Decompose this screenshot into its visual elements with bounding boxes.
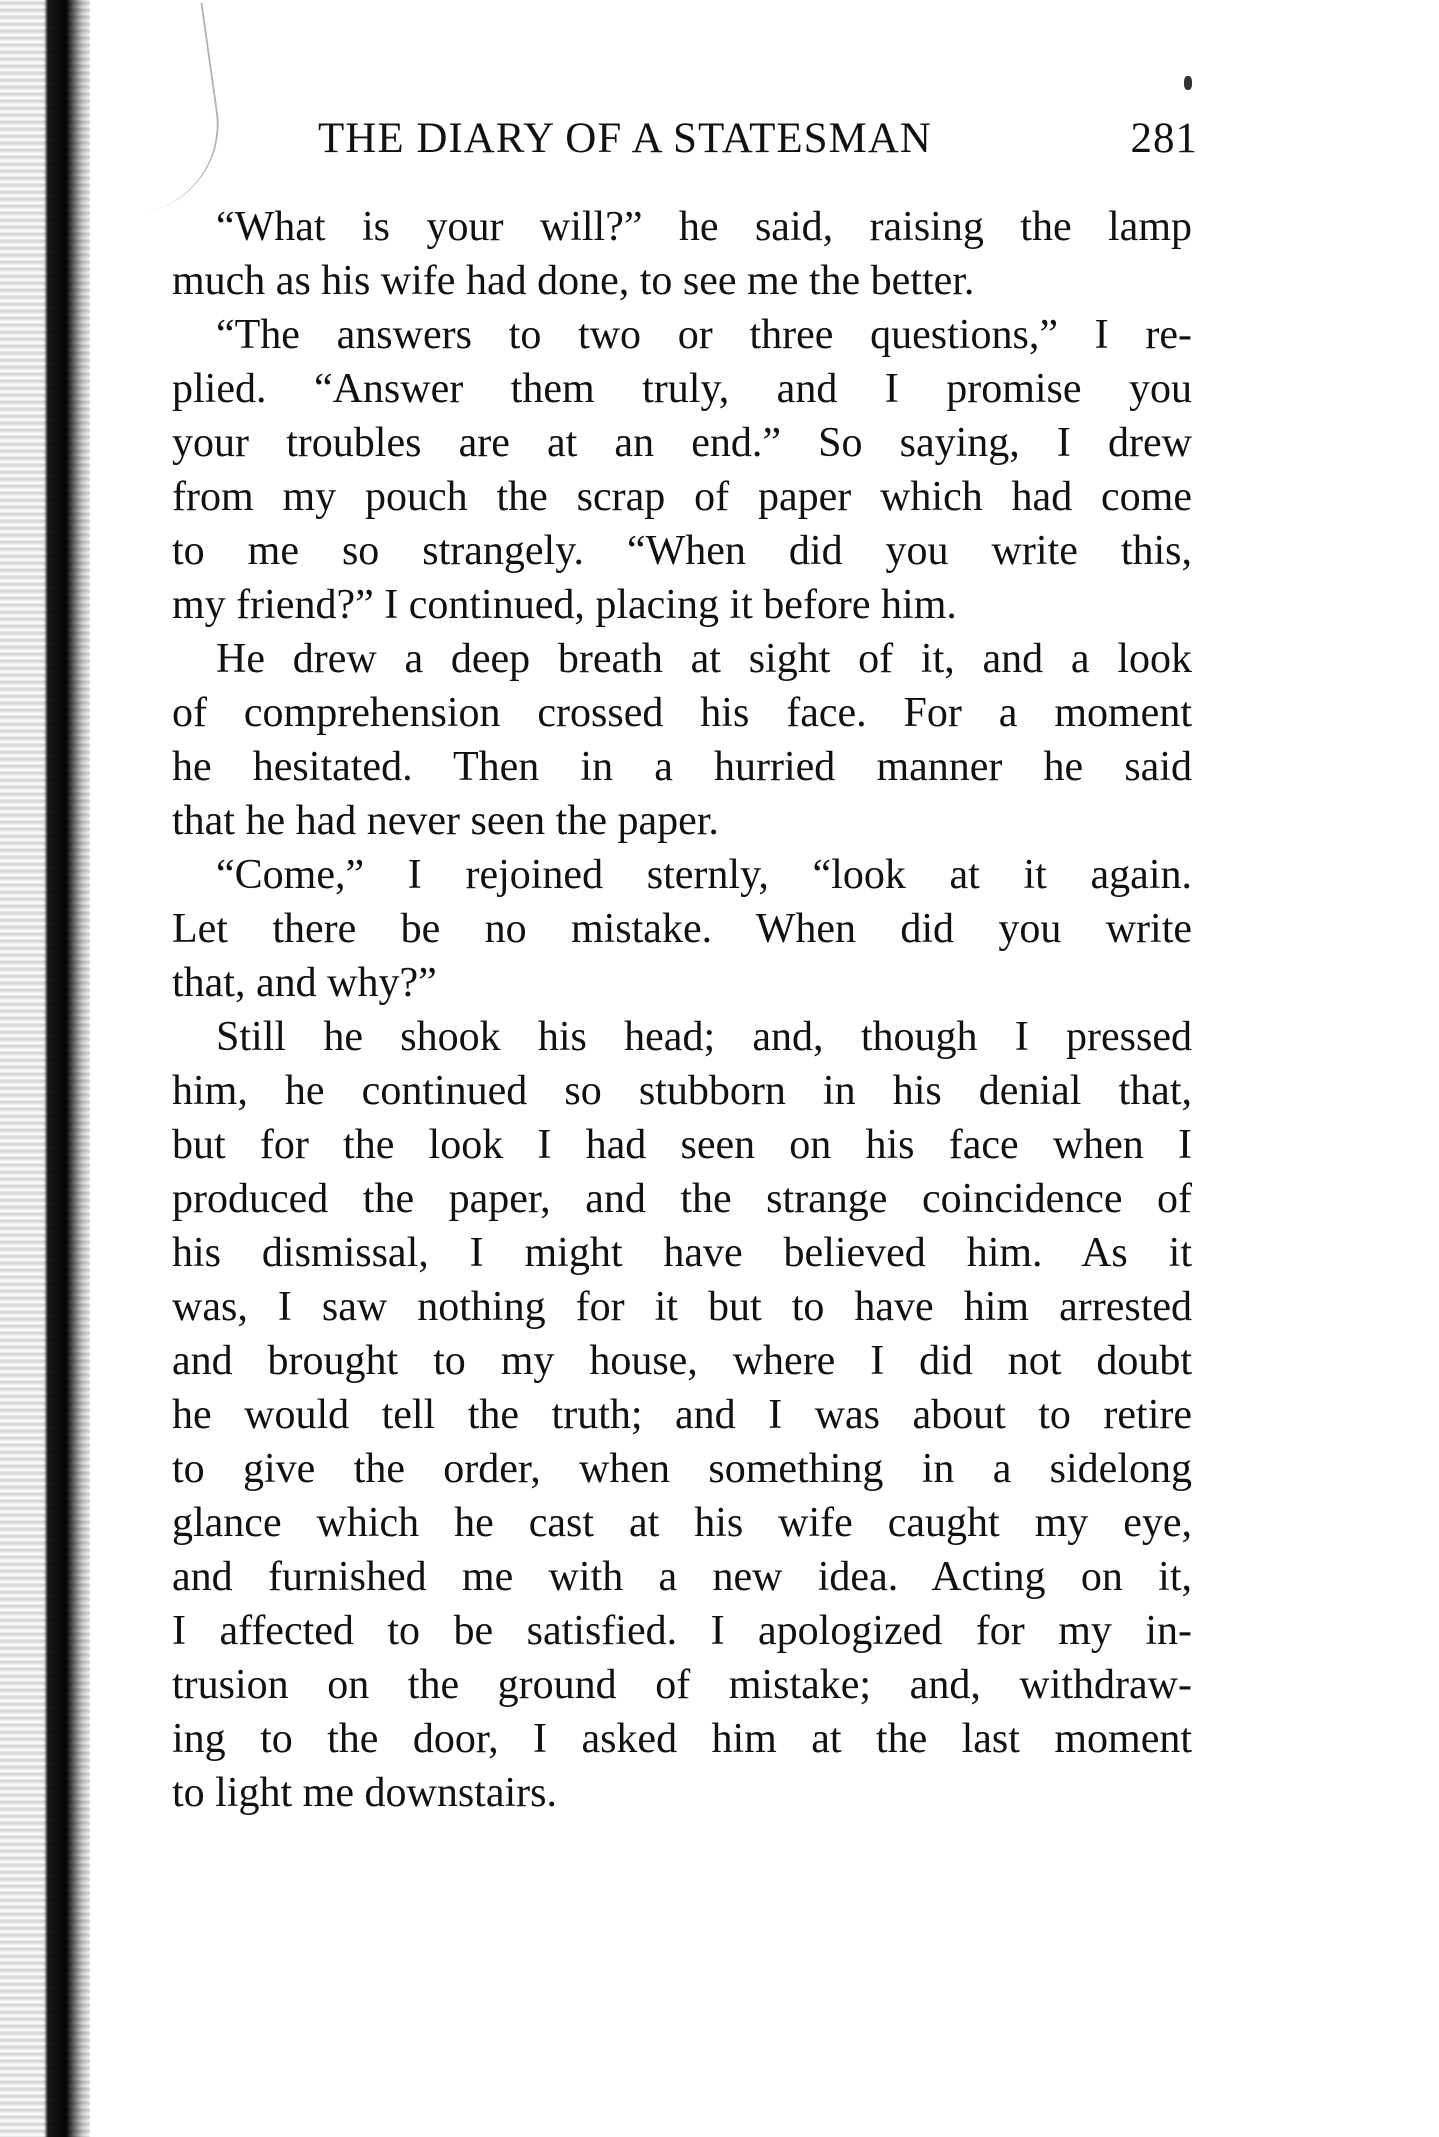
text-line: much as his wife had done, to see me the better. bbox=[172, 258, 975, 304]
text-line: and brought to my house, where I did not doubt bbox=[172, 1338, 1192, 1384]
text-line: from my pouch the scrap of paper which had come bbox=[172, 474, 1192, 520]
text-line: him, he continued so stubborn in his denial that, bbox=[172, 1068, 1192, 1114]
text-line: was, I saw nothing for it but to have him arrested bbox=[172, 1284, 1192, 1330]
body-text bbox=[172, 200, 1192, 1820]
text-line: of comprehension crossed his face. For a moment bbox=[172, 690, 1192, 736]
text-line: that, and why?” bbox=[172, 960, 437, 1006]
text-line: “The answers to two or three questions,” I re- bbox=[216, 312, 1192, 358]
text-line: trusion on the ground of mistake; and, withdraw- bbox=[172, 1662, 1192, 1708]
text-line: I affected to be satisfied. I apologized for my in- bbox=[172, 1608, 1192, 1654]
text-line: ing to the door, I asked him at the last moment bbox=[172, 1716, 1192, 1762]
text-line: to me so strangely. “When did you write this, bbox=[172, 528, 1192, 574]
binding-edge bbox=[0, 0, 90, 2137]
text-line: he would tell the truth; and I was about to retire bbox=[172, 1392, 1192, 1438]
text-line: his dismissal, I might have believed him. As it bbox=[172, 1230, 1192, 1276]
text-line: “Come,” I rejoined sternly, “look at it again. bbox=[216, 852, 1192, 898]
page-number: 281 bbox=[1130, 115, 1198, 162]
running-title: THE DIARY OF A STATESMAN bbox=[318, 115, 932, 162]
page-curl bbox=[82, 2, 231, 217]
text-line: my friend?” I continued, placing it before him. bbox=[172, 582, 957, 628]
text-line: to light me downstairs. bbox=[172, 1770, 557, 1816]
text-line: plied. “Answer them truly, and I promise you bbox=[172, 366, 1192, 412]
text-line: he hesitated. Then in a hurried manner he said bbox=[172, 744, 1192, 790]
text-line: Let there be no mistake. When did you write bbox=[172, 906, 1192, 952]
text-line: that he had never seen the paper. bbox=[172, 798, 719, 844]
running-head bbox=[318, 114, 1198, 178]
text-line: glance which he cast at his wife caught my eye, bbox=[172, 1500, 1192, 1546]
text-line: to give the order, when something in a sidelong bbox=[172, 1446, 1192, 1492]
text-line: produced the paper, and the strange coincidence of bbox=[172, 1176, 1192, 1222]
text-line: Still he shook his head; and, though I pressed bbox=[216, 1014, 1192, 1060]
text-line: “What is your will?” he said, raising the lamp bbox=[216, 204, 1192, 250]
text-line: He drew a deep breath at sight of it, and a look bbox=[216, 636, 1192, 682]
text-line: your troubles are at an end.” So saying, I drew bbox=[172, 420, 1192, 466]
text-line: and furnished me with a new idea. Acting on it, bbox=[172, 1554, 1192, 1600]
scan-speck bbox=[1184, 76, 1192, 90]
text-line: but for the look I had seen on his face when I bbox=[172, 1122, 1192, 1168]
